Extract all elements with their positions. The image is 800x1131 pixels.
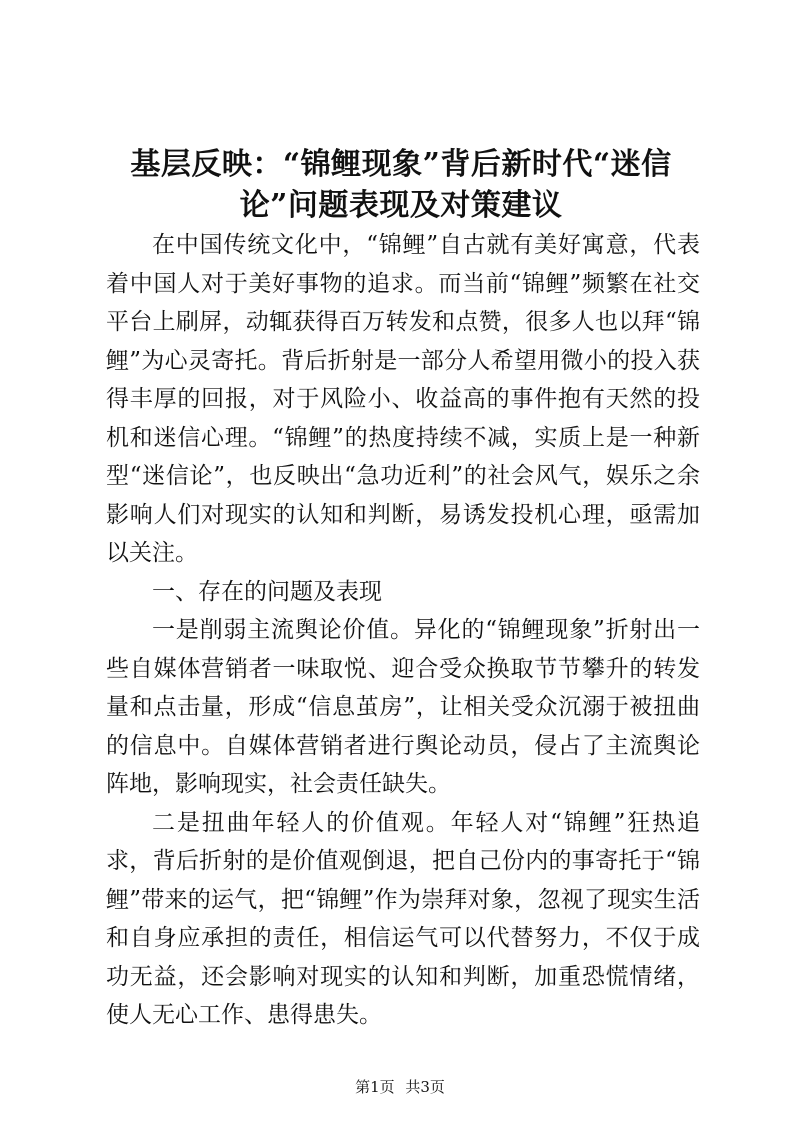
document-body bbox=[106, 226, 700, 1035]
title-line-2: 论”问题表现及对策建议 bbox=[239, 188, 563, 223]
paragraph-intro: 在中国传统文化中，“锦鲤”自古就有美好寓意，代表着中国人对于美好事物的追求。而当前“锦鲤”频繁在社交平台上刷屏，动辄获得百万转发和点赞，很多人也以拜“锦鲤”为心灵寄托。背后折射是一部分人希望用微小的投入获得丰厚的回报，对于风险小、收益高的事件抱有天然的投机和迷信心理。“锦鲤”的热度持续不减，实质上是一种新型“迷信论”，也反映出“急功近利”的社会风气，娱乐之余影响人们对现实的认知和判断，易诱发投机心理，亟需加以关注。 bbox=[106, 232, 700, 566]
title-line-1: 基层反映：“锦鲤现象”背后新时代“迷信 bbox=[130, 147, 672, 182]
document-title bbox=[102, 144, 700, 226]
page-number: 第1页 bbox=[355, 1078, 395, 1096]
paragraph-point-two: 二是扭曲年轻人的价值观。年轻人对“锦鲤”狂热追求，背后折射的是价值观倒退，把自己份内的事寄托于“锦鲤”带来的运气，把“锦鲤”作为崇拜对象，忽视了现实生活和自身应承担的责任，相信运气可以代替努力，不仅于成功无益，还会影响对现实的认知和判断，加重恐慌情绪，使人无心工作、患得患失。 bbox=[106, 809, 700, 1028]
paragraph-point-one: 一是削弱主流舆论价值。异化的“锦鲤现象”折射出一些自媒体营销者一味取悦、迎合受众换取节节攀升的转发量和点击量，形成“信息茧房”，让相关受众沉溺于被扭曲的信息中。自媒体营销者进行舆论动员，侵占了主流舆论阵地，影响现实，社会责任缺失。 bbox=[106, 617, 700, 797]
page-footer bbox=[0, 1077, 800, 1097]
section-heading: 一、存在的问题及表现 bbox=[152, 578, 382, 605]
page-total: 共3页 bbox=[405, 1078, 445, 1096]
